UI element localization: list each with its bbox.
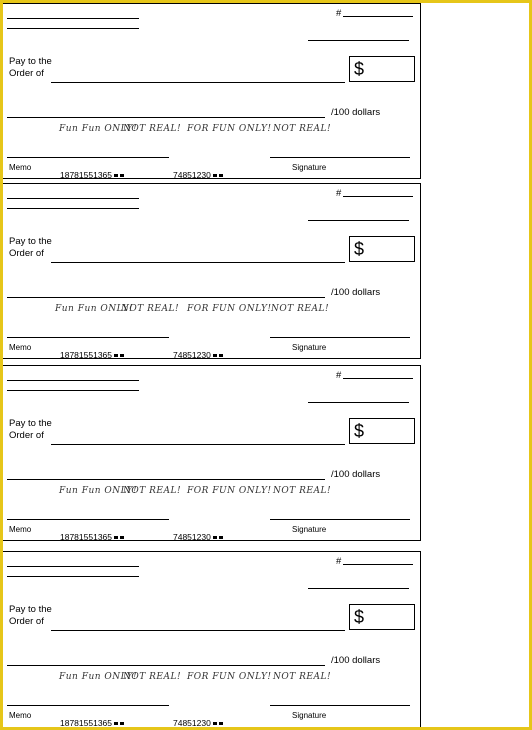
address-line[interactable]	[7, 208, 139, 209]
account-number	[173, 718, 223, 727]
dollar-sign: $	[354, 59, 365, 79]
watermark-text: NOT REAL!	[271, 304, 330, 314]
routing-number	[60, 532, 124, 542]
micr-symbol-icon	[219, 722, 223, 725]
watermark-text: Fun Fun ONLY!	[59, 672, 138, 682]
dollars-label: /100 dollars	[331, 469, 381, 480]
payee-line[interactable]	[51, 82, 345, 83]
check-number-line[interactable]	[343, 378, 413, 379]
date-line[interactable]	[308, 220, 409, 221]
account-number-text: 74851230	[173, 170, 211, 180]
routing-number-text: 18781551365	[60, 532, 113, 542]
address-line[interactable]	[7, 198, 139, 199]
check-number-label: #	[336, 556, 342, 567]
amount-words-line[interactable]	[7, 665, 325, 666]
micr-symbol-icon	[114, 174, 118, 177]
amount-words-line[interactable]	[7, 117, 325, 118]
dollars-label: /100 dollars	[331, 655, 381, 666]
memo-label: Memo	[9, 525, 32, 534]
routing-number-text: 18781551365	[60, 350, 113, 360]
dollars-label: /100 dollars	[331, 107, 381, 118]
pay-to-label: Pay to the	[9, 236, 52, 247]
account-number-text: 74851230	[173, 350, 211, 360]
amount-box[interactable]	[349, 418, 415, 444]
address-line[interactable]	[7, 380, 139, 381]
micr-symbol-icon	[114, 354, 118, 357]
watermark-text: Fun Fun ONLY!	[59, 124, 138, 134]
watermark-text: FOR FUN ONLY!	[187, 124, 272, 134]
dollar-sign: $	[354, 607, 365, 627]
routing-number	[60, 170, 124, 180]
micr-symbol-icon	[219, 174, 223, 177]
check-sheet	[3, 3, 529, 727]
watermark-text: NOT REAL!	[273, 124, 332, 134]
account-number	[173, 532, 223, 542]
account-number	[173, 350, 223, 360]
watermark-text: FOR FUN ONLY!	[187, 672, 272, 682]
dollar-sign: $	[354, 239, 365, 259]
check-3	[3, 365, 421, 541]
account-number-text: 74851230	[173, 532, 211, 542]
memo-label: Memo	[9, 343, 32, 352]
check-number-label: #	[336, 370, 342, 381]
memo-line[interactable]	[7, 337, 169, 338]
order-of-label: Order of	[9, 616, 44, 627]
check-4	[3, 551, 421, 727]
signature-line[interactable]	[270, 337, 410, 338]
order-of-label: Order of	[9, 430, 44, 441]
pay-to-label: Pay to the	[9, 418, 52, 429]
address-line[interactable]	[7, 28, 139, 29]
micr-symbol-icon	[219, 536, 223, 539]
pay-to-label: Pay to the	[9, 604, 52, 615]
micr-symbol-icon	[213, 174, 217, 177]
watermark-text: FOR FUN ONLY!	[187, 304, 272, 314]
signature-label: Signature	[292, 711, 327, 720]
check-1	[3, 3, 421, 179]
watermark-text: Fun Fun ONLY!	[59, 486, 138, 496]
address-line[interactable]	[7, 576, 139, 577]
micr-symbol-icon	[213, 722, 217, 725]
micr-symbol-icon	[114, 722, 118, 725]
amount-words-line[interactable]	[7, 297, 325, 298]
routing-number-text: 18781551365	[60, 170, 113, 180]
check-number-line[interactable]	[343, 564, 413, 565]
amount-words-line[interactable]	[7, 479, 325, 480]
amount-box[interactable]	[349, 604, 415, 630]
signature-line[interactable]	[270, 705, 410, 706]
memo-label: Memo	[9, 163, 32, 172]
watermark-text: NOT REAL!	[123, 124, 182, 134]
order-of-label: Order of	[9, 68, 44, 79]
account-number-text: 74851230	[173, 718, 211, 727]
address-line[interactable]	[7, 566, 139, 567]
amount-box[interactable]	[349, 56, 415, 82]
micr-symbol-icon	[219, 354, 223, 357]
memo-line[interactable]	[7, 705, 169, 706]
signature-label: Signature	[292, 343, 327, 352]
memo-line[interactable]	[7, 157, 169, 158]
micr-symbol-icon	[120, 174, 124, 177]
watermark-text: NOT REAL!	[121, 304, 180, 314]
watermark-text: NOT REAL!	[273, 486, 332, 496]
check-number-label: #	[336, 8, 342, 19]
dollar-sign: $	[354, 421, 365, 441]
memo-line[interactable]	[7, 519, 169, 520]
signature-label: Signature	[292, 163, 327, 172]
watermark-text: FOR FUN ONLY!	[187, 486, 272, 496]
date-line[interactable]	[308, 402, 409, 403]
payee-line[interactable]	[51, 630, 345, 631]
account-number	[173, 170, 223, 180]
watermark-text: NOT REAL!	[273, 672, 332, 682]
address-line[interactable]	[7, 18, 139, 19]
amount-box[interactable]	[349, 236, 415, 262]
check-2	[3, 183, 421, 359]
order-of-label: Order of	[9, 248, 44, 259]
watermark-text: Fun Fun ONLY!	[55, 304, 134, 314]
micr-symbol-icon	[213, 536, 217, 539]
micr-symbol-icon	[120, 536, 124, 539]
watermark-text: NOT REAL!	[123, 486, 182, 496]
signature-line[interactable]	[270, 157, 410, 158]
micr-symbol-icon	[114, 536, 118, 539]
micr-symbol-icon	[120, 354, 124, 357]
date-line[interactable]	[308, 40, 409, 41]
pay-to-label: Pay to the	[9, 56, 52, 67]
routing-number	[60, 350, 124, 360]
micr-symbol-icon	[213, 354, 217, 357]
memo-label: Memo	[9, 711, 32, 720]
signature-label: Signature	[292, 525, 327, 534]
payee-line[interactable]	[51, 262, 345, 263]
payee-line[interactable]	[51, 444, 345, 445]
watermark-text: NOT REAL!	[123, 672, 182, 682]
micr-symbol-icon	[120, 722, 124, 725]
check-number-line[interactable]	[343, 16, 413, 17]
signature-line[interactable]	[270, 519, 410, 520]
check-number-line[interactable]	[343, 196, 413, 197]
dollars-label: /100 dollars	[331, 287, 381, 298]
routing-number-text: 18781551365	[60, 718, 113, 727]
address-line[interactable]	[7, 390, 139, 391]
check-number-label: #	[336, 188, 342, 199]
date-line[interactable]	[308, 588, 409, 589]
routing-number	[60, 718, 124, 727]
